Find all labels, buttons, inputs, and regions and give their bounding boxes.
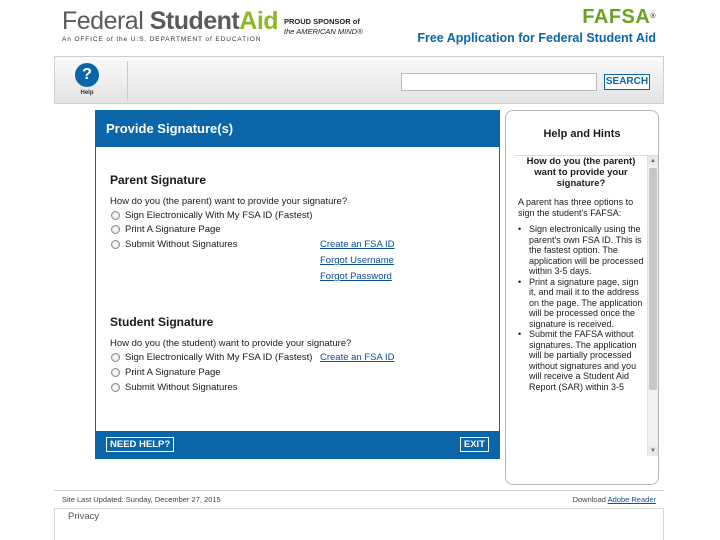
scroll-up-arrow-icon[interactable]: ▲	[648, 156, 658, 166]
logo-subtitle: An OFFICE of the U.S. DEPARTMENT of EDUCATION	[62, 36, 262, 43]
scroll-thumb[interactable]	[649, 168, 657, 390]
panel-footer	[96, 431, 499, 458]
option-label: Sign Electronically With My FSA ID (Fastest)	[125, 210, 313, 221]
panel-body	[96, 147, 499, 431]
search-input[interactable]	[401, 73, 597, 91]
parent-option-no-signatures[interactable]	[111, 239, 237, 250]
hints-list-item: • Submit the FAFSA without signatures. The application will be partially processed without signatures and you will receive a Student Aid Report (SAR) within 3-5	[518, 329, 644, 392]
logo-aid: Aid	[239, 7, 279, 35]
download-prefix: Download	[572, 495, 608, 504]
signature-panel	[95, 110, 500, 459]
option-label: Submit Without Signatures	[125, 239, 238, 250]
help-and-hints-panel	[505, 110, 659, 485]
hints-list-item: • Print a signature page, sign it, and mail it to the address on the page. The application will be processed once the signature is received.	[518, 277, 644, 330]
hints-question: How do you (the parent) want to provide your signature?	[526, 156, 636, 189]
student-create-fsa-id-link[interactable]: Create an FSA ID	[320, 352, 395, 363]
parent-signature-heading: Parent Signature	[110, 173, 207, 187]
page	[54, 0, 664, 540]
site-last-updated: Site Last Updated: Sunday, December 27, 2015	[62, 495, 221, 504]
hints-list-item: • Sign electronically using the parent's own FSA ID. This is the fastest option. The application will be processed within 3-5 days.	[518, 224, 644, 277]
hints-scrollbar[interactable]	[647, 156, 658, 456]
toolbar	[54, 56, 664, 104]
toolbar-divider	[127, 61, 128, 101]
fafsa-registered-mark: ®	[650, 13, 656, 20]
footer-divider-lower	[54, 508, 664, 509]
forgot-username-link[interactable]: Forgot Username	[320, 255, 394, 266]
hints-intro: A parent has three options to sign the student's FAFSA:	[518, 197, 634, 218]
footer-border-right	[663, 508, 664, 540]
search-button[interactable]: SEARCH	[604, 74, 650, 90]
student-question: How do you (the student) want to provide your signature?	[110, 338, 352, 349]
student-signature-heading: Student Signature	[110, 315, 214, 329]
radio-button[interactable]	[111, 383, 120, 392]
parent-create-fsa-id-link[interactable]: Create an FSA ID	[320, 239, 395, 250]
forgot-password-link[interactable]: Forgot Password	[320, 271, 392, 282]
radio-button[interactable]	[111, 353, 120, 362]
help-label: Help	[80, 90, 94, 96]
option-label: Sign Electronically With My FSA ID (Fastest)	[125, 352, 313, 363]
radio-button[interactable]	[111, 240, 120, 249]
logo-federal: Federal	[62, 7, 150, 35]
student-option-sign-electronically[interactable]	[111, 352, 312, 363]
footer-border-left	[54, 508, 55, 540]
fafsa-logo	[417, 6, 656, 28]
fsa-logo[interactable]	[62, 8, 278, 43]
hints-content	[518, 156, 644, 392]
fafsa-logo-text: FAFSA	[582, 6, 651, 28]
site-header	[54, 0, 664, 52]
student-option-print-page[interactable]	[111, 367, 221, 378]
exit-button[interactable]: EXIT	[460, 437, 489, 452]
option-label: Print A Signature Page	[125, 367, 221, 378]
hints-scroll-area[interactable]	[514, 155, 658, 475]
need-help-button[interactable]: NEED HELP?	[106, 437, 174, 452]
fafsa-tagline: Free Application for Federal Student Aid	[417, 31, 656, 45]
sponsor-line-1: PROUD SPONSOR of	[284, 17, 360, 26]
parent-option-sign-electronically[interactable]	[111, 210, 312, 221]
fafsa-branding[interactable]	[417, 6, 656, 45]
help-button[interactable]	[71, 63, 103, 99]
sponsor-text	[284, 17, 363, 37]
footer-divider	[54, 490, 664, 491]
parent-option-print-page[interactable]	[111, 224, 221, 235]
radio-button[interactable]	[111, 211, 120, 220]
panel-title: Provide Signature(s)	[96, 111, 499, 147]
scroll-down-arrow-icon[interactable]: ▼	[648, 446, 658, 456]
parent-question: How do you (the parent) want to provide your signature?	[110, 196, 348, 207]
download-adobe	[573, 495, 656, 504]
option-label: Submit Without Signatures	[125, 382, 238, 393]
radio-button[interactable]	[111, 225, 120, 234]
fsa-logo-wordmark	[62, 8, 278, 34]
radio-button[interactable]	[111, 368, 120, 377]
option-label: Print A Signature Page	[125, 224, 221, 235]
hints-list	[518, 224, 644, 392]
student-option-no-signatures[interactable]	[111, 382, 237, 393]
hints-title: Help and Hints	[543, 128, 621, 140]
help-icon: ?	[75, 63, 99, 87]
privacy-link[interactable]: Privacy	[68, 511, 100, 522]
logo-student: Student	[149, 7, 240, 35]
adobe-reader-link[interactable]: Adobe Reader	[607, 495, 656, 504]
sponsor-line-2: the AMERICAN MIND®	[284, 27, 363, 36]
